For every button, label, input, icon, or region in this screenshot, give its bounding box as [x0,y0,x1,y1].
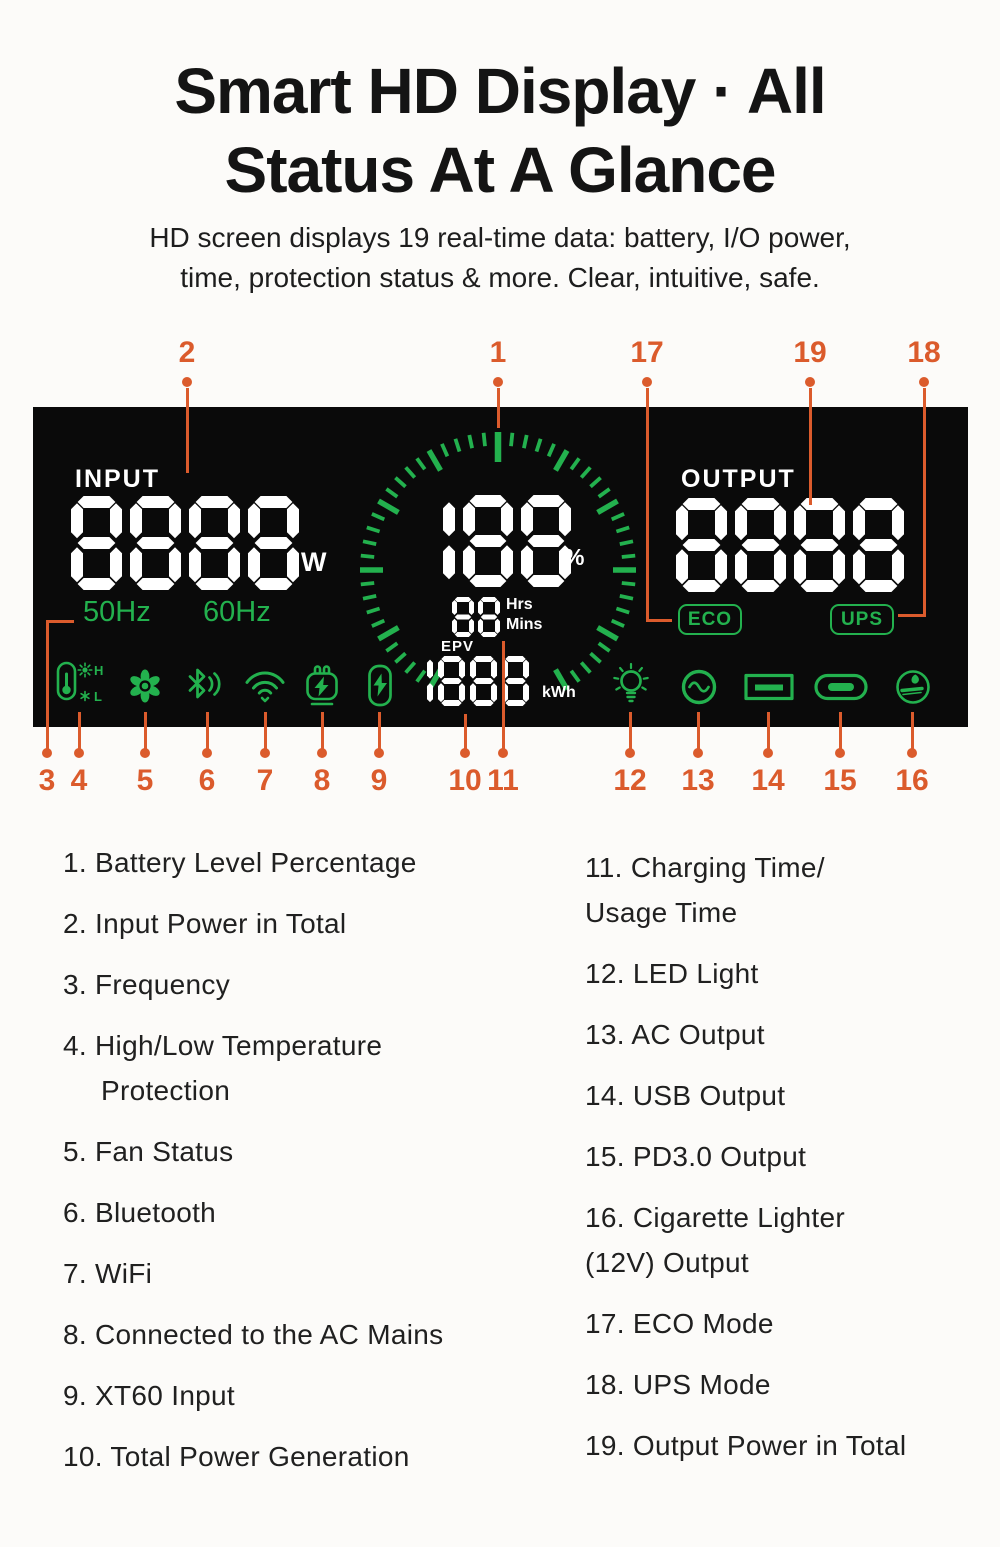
callout-line-5 [144,712,147,750]
callout-line-7 [264,712,267,750]
callout-line-11 [502,641,505,750]
callout-line-17 [646,388,649,622]
thermometer-high-low-icon [52,660,110,712]
callout-dot-4 [74,748,84,758]
callout-line-18 [923,388,926,617]
callout-number-11: 11 [487,764,519,797]
callout-dot-10 [460,748,470,758]
legend-item-18: 18. UPS Mode [585,1369,771,1400]
callout-line-14 [767,712,770,750]
callout-line-13 [697,712,700,750]
usb-output-icon [742,669,796,705]
legend-item-1: 1. Battery Level Percentage [63,847,417,878]
subtitle-line-1: HD screen displays 19 real-time data: battery, I/O power, [149,222,851,253]
epv-digits [427,656,529,711]
input-watt-unit: W [301,547,327,577]
page-title [0,52,1000,210]
legend-item-4: 4. High/Low Temperature Protection [63,1030,383,1106]
callout-line-3 [46,622,49,750]
callout-number-13: 13 [681,764,715,797]
snowflake-glyph [81,692,89,701]
bulb-rays [614,664,647,690]
legend-left-column [63,840,563,1495]
epv-label: EPV [441,638,475,655]
callout-dot-1 [493,377,503,387]
callout-number-10: 10 [448,764,482,797]
legend-item-10: 10. Total Power Generation [63,1441,410,1472]
legend-item-13: 13. AC Output [585,1019,765,1050]
output-power-digits [676,498,904,597]
callout-number-16: 16 [895,764,929,797]
legend-item-3: 3. Frequency [63,969,231,1000]
callout-number-17: 17 [630,336,664,369]
callout-line-3-elbow [46,620,74,623]
pd-output-icon [812,669,870,705]
bluetooth-icon [180,664,230,708]
callout-line-4 [78,712,81,750]
callout-dot-8 [317,748,327,758]
battery-percent-digits [443,495,571,592]
callout-line-2 [186,388,189,473]
callout-line-15 [839,712,842,750]
ac-mains-charger-icon [298,662,346,710]
legend-item-12: 12. LED Light [585,958,759,989]
callout-number-12: 12 [613,764,647,797]
callout-dot-18 [919,377,929,387]
callout-number-4: 4 [70,764,88,797]
callout-line-17-elbow [646,619,672,622]
callout-dot-2 [182,377,192,387]
callout-dot-13 [693,748,703,758]
callout-line-18-elbow [898,614,924,617]
callout-line-10 [464,714,467,750]
callout-dot-5 [140,748,150,758]
legend-right-column [585,845,995,1484]
subtitle-line-2: time, protection status & more. Clear, intuitive, safe. [180,262,820,293]
callout-line-8 [321,712,324,750]
callout-dot-12 [625,748,635,758]
freq-60hz: 60Hz [203,596,271,628]
callout-dot-15 [835,748,845,758]
callout-line-6 [206,712,209,750]
kwh-unit: kWh [542,684,576,701]
callout-number-7: 7 [256,764,274,797]
legend-item-7: 7. WiFi [63,1258,153,1289]
output-label: OUTPUT [681,465,796,493]
callout-dot-16 [907,748,917,758]
time-units [506,595,542,635]
percent-unit: % [564,544,585,570]
callout-dot-3 [42,748,52,758]
cigarette-lighter-icon [889,663,937,711]
callout-number-14: 14 [751,764,785,797]
callout-number-8: 8 [313,764,331,797]
title-line-1: Smart HD Display · All [174,55,826,127]
page-subtitle [0,218,1000,298]
callout-dot-9 [374,748,384,758]
wifi-icon [241,661,289,705]
callout-number-19: 19 [793,336,827,369]
legend-item-16: 16. Cigarette Lighter (12V) Output [585,1202,846,1278]
legend-item-6: 6. Bluetooth [63,1197,217,1228]
callout-line-12 [629,712,632,750]
input-power-digits [71,496,299,595]
callout-dot-19 [805,377,815,387]
callout-number-18: 18 [907,336,941,369]
xt60-input-icon [364,662,396,710]
legend-item-2: 2. Input Power in Total [63,908,347,939]
legend-item-17: 17. ECO Mode [585,1308,774,1339]
callout-line-16 [911,712,914,750]
title-line-2: Status At A Glance [224,134,776,206]
legend-item-19: 19. Output Power in Total [585,1430,907,1461]
callout-number-15: 15 [823,764,857,797]
ac-output-icon [675,663,723,711]
low-temp-letter: L [94,689,102,704]
callout-dot-11 [498,748,508,758]
hrs-label: Hrs [506,596,533,613]
led-bulb-icon [607,660,655,710]
callout-number-9: 9 [370,764,388,797]
ups-mode-badge: UPS [830,604,894,635]
input-label: INPUT [75,465,160,493]
mins-label: Mins [506,616,543,633]
callout-number-3: 3 [38,764,56,797]
callout-line-1 [497,388,500,428]
callout-dot-17 [642,377,652,387]
legend-item-8: 8. Connected to the AC Mains [63,1319,444,1350]
legend-item-11: 11. Charging Time/ Usage Time [585,852,825,928]
eco-mode-badge: ECO [678,604,742,635]
callout-dot-7 [260,748,270,758]
callout-number-1: 1 [489,336,507,369]
callout-number-5: 5 [136,764,154,797]
callout-line-19 [809,388,812,505]
legend-item-9: 9. XT60 Input [63,1380,236,1411]
legend-item-5: 5. Fan Status [63,1136,234,1167]
sun-glyph [78,663,92,677]
legend-item-14: 14. USB Output [585,1080,786,1111]
callout-line-9 [378,712,381,750]
callout-number-2: 2 [178,336,196,369]
lcd-display-panel [33,407,968,727]
callout-dot-6 [202,748,212,758]
callout-number-6: 6 [198,764,216,797]
callout-dot-14 [763,748,773,758]
high-temp-letter: H [94,663,104,678]
time-digits [452,597,500,642]
legend-item-15: 15. PD3.0 Output [585,1141,807,1172]
freq-50hz: 50Hz [83,596,151,628]
fan-icon [123,664,167,708]
